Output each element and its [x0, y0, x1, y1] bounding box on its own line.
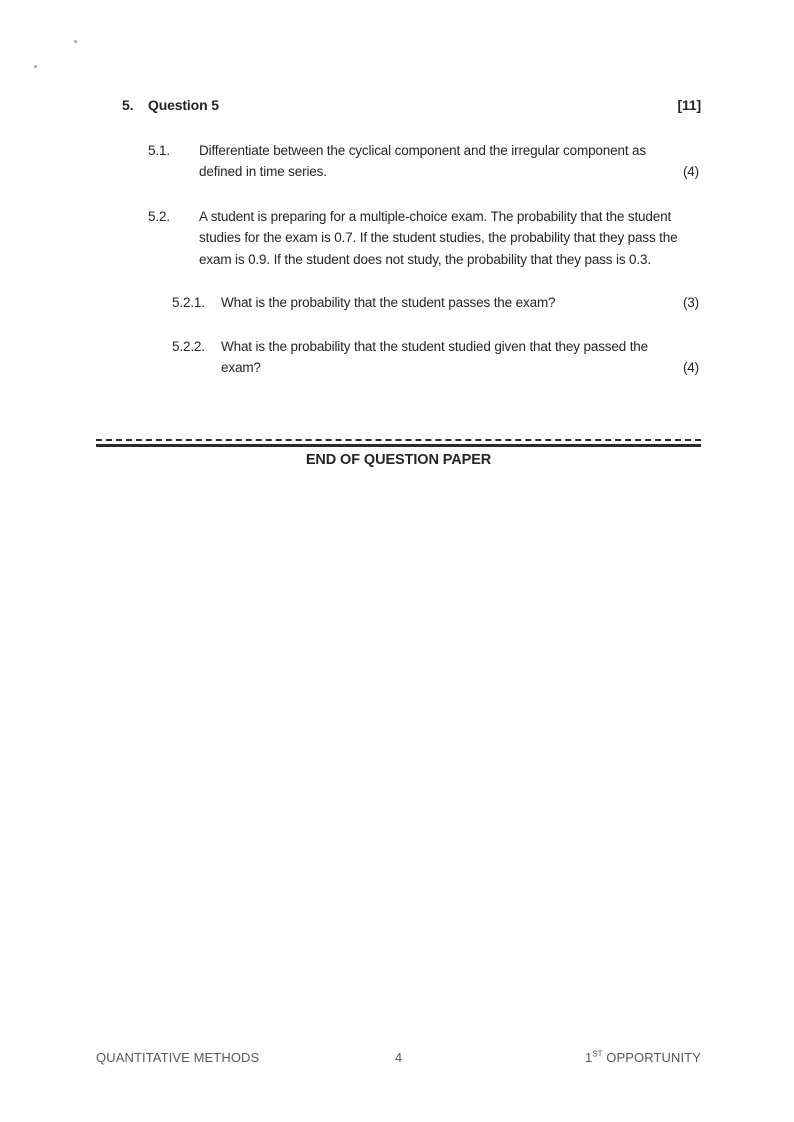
- sub-question-marks: (3): [682, 295, 699, 310]
- sub-question-text: [221, 336, 701, 379]
- sub-question-marks: (4): [682, 360, 699, 375]
- sub-question-5-2-2: [172, 336, 701, 379]
- text-line: What is the probability that the student passes the exam?: [221, 295, 556, 310]
- text-line: exam?: [221, 360, 261, 375]
- footer-course-name: QUANTITATIVE METHODS: [96, 1049, 260, 1065]
- sub-question-5-2: [148, 206, 701, 271]
- text-line: exam is 0.9. If the student does not study, the probability that they pass is 0.3.: [199, 251, 651, 267]
- sub-question-5-1: [148, 140, 701, 183]
- question-header: [122, 95, 701, 117]
- sub-question-text: [221, 292, 701, 314]
- text-line: A student is preparing for a multiple-choice exam. The probability that the student: [199, 208, 672, 224]
- question-total-marks: [11]: [677, 97, 701, 113]
- sub-question-text: [199, 140, 701, 183]
- scan-speck: [34, 65, 37, 68]
- text-line: studies for the exam is 0.7. If the student studies, the probability that they pass the: [199, 230, 678, 245]
- end-of-paper-title: END OF QUESTION PAPER: [305, 451, 492, 468]
- sub-question-number: 5.2.: [148, 208, 170, 224]
- text-line: Differentiate between the cyclical component and the irregular component as: [199, 142, 647, 158]
- footer-page-number: 4: [394, 1049, 403, 1065]
- page-content: [96, 95, 701, 471]
- sub-question-5-2-1: [172, 292, 701, 314]
- text-line: defined in time series.: [199, 164, 327, 179]
- scan-speck: [74, 40, 77, 43]
- footer-opportunity: [402, 1047, 701, 1069]
- sub-question-number: 5.2.1.: [172, 295, 205, 310]
- footer-opportunity-number: 1: [584, 1049, 593, 1065]
- solid-rule: [96, 444, 701, 447]
- sub-question-number: 5.2.2.: [172, 338, 205, 354]
- text-line: What is the probability that the student studied given that they passed the: [221, 338, 649, 354]
- end-divider: [96, 439, 701, 447]
- question-number: 5.: [122, 97, 134, 113]
- footer-opportunity-text: OPPORTUNITY: [602, 1049, 701, 1065]
- page-footer: [96, 1047, 701, 1069]
- footer-opportunity-ordinal: ST: [592, 1049, 603, 1059]
- sub-question-number: 5.1.: [148, 142, 170, 158]
- sub-question-marks: (4): [682, 164, 699, 179]
- sub-question-text: [199, 206, 701, 271]
- question-title: Question 5: [148, 97, 219, 113]
